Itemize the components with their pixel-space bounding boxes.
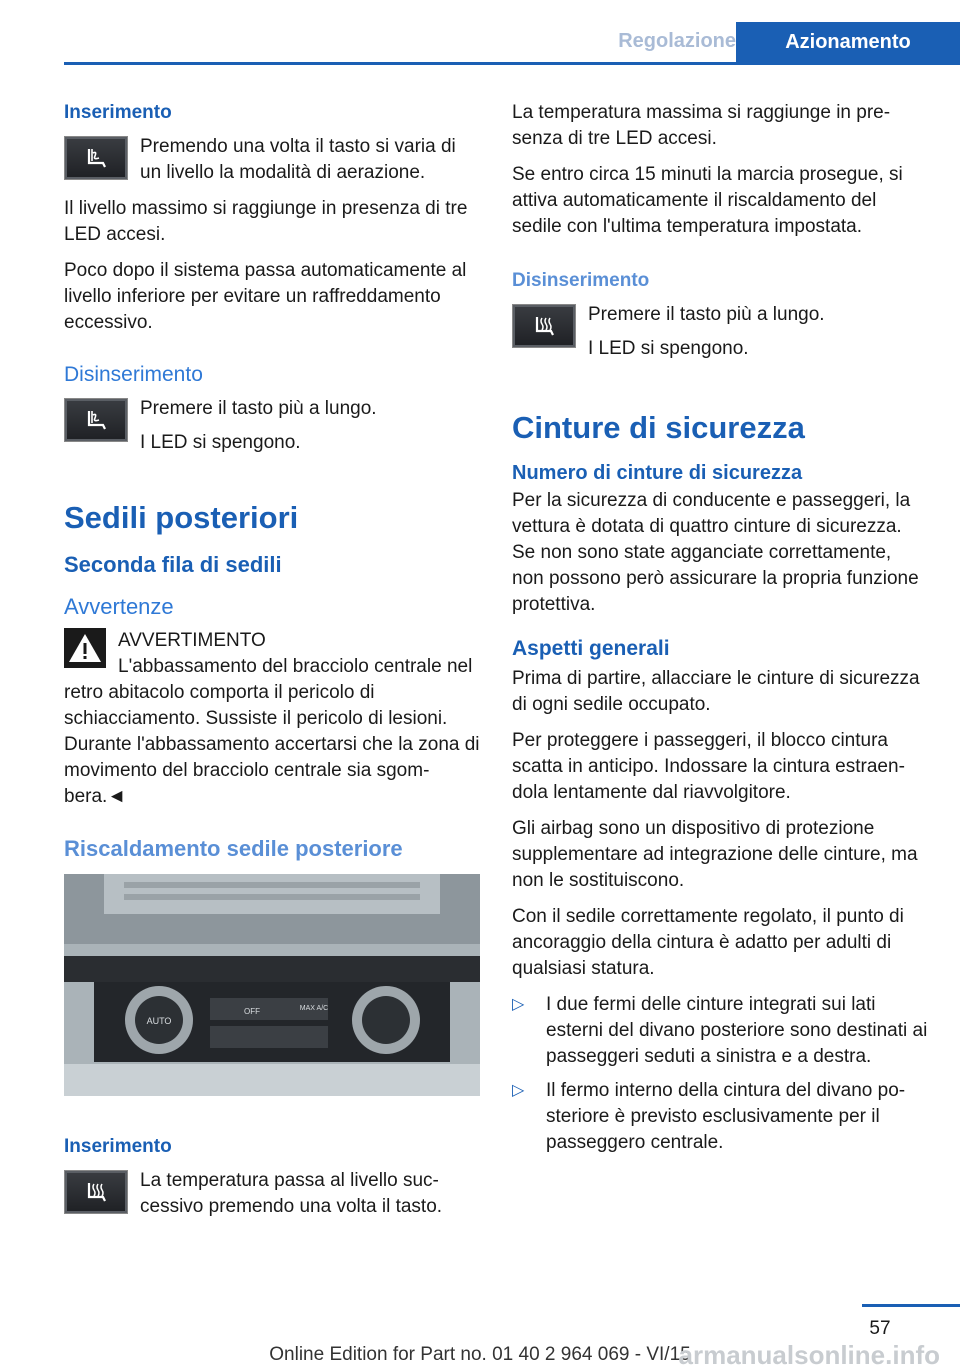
seat-ventilation-icon xyxy=(81,407,111,433)
inserimento-icon-row xyxy=(64,134,482,196)
heading-sedili-posteriori: Sedili posteriori xyxy=(64,500,299,535)
watermark: armanualsonline.info xyxy=(678,1340,940,1370)
disinserimento-line2: I LED si spengono. xyxy=(140,432,301,453)
right-disinserimento-line2: I LED si spengono. xyxy=(588,338,749,359)
heading-seconda-fila: Seconda fila di sedili xyxy=(64,552,282,577)
header-tab-azionamento[interactable]: Azionamento xyxy=(736,22,960,62)
disinserimento-icon-row xyxy=(64,396,482,466)
right-p1: La temperatura massima si raggiunge in presenza di tre LED accesi. xyxy=(512,102,891,149)
list-item xyxy=(512,1078,928,1156)
edition-text: Online Edition for Part no. 01 40 2 964 069 - VI/15 xyxy=(269,1344,691,1365)
warning-text: L'abbassamento del bracciolo centrale nel retro abitacolo comporta il pericolo di schiacciamento. Sussiste il pericolo di lesioni. Durante l'abbassamento accertarsi che la zona di movimento del bracciolo centrale sia sgombera.◄ xyxy=(64,656,480,807)
aspetti-p4: Con il sedile correttamente regolato, il punto di ancoraggio della cintura è adatto per adulti di qualsiasi statura. xyxy=(512,906,904,979)
warning-title: AVVERTIMENTO xyxy=(118,630,266,651)
page-number: 57 xyxy=(869,1318,891,1339)
heading-cinture: Cinture di sicurezza xyxy=(512,410,805,445)
left-column xyxy=(64,100,482,1230)
page-header xyxy=(64,0,960,65)
seat-heating-icon xyxy=(81,1179,111,1205)
warning-triangle-icon xyxy=(64,628,106,668)
inserimento-icon-text: Premendo una volta il tasto si varia di un livello la modalità di aerazione. xyxy=(140,136,456,183)
rear-climate-panel-illustration xyxy=(64,874,480,1096)
right-column xyxy=(512,100,928,1164)
off-label: OFF xyxy=(244,1007,260,1016)
seat-ventilation-button-icon-2 xyxy=(64,398,128,442)
inserimento-p1: Il livello massimo si raggiunge in presenza di tre LED accesi. xyxy=(64,198,468,245)
max-ac-label: MAX A/C xyxy=(299,1005,329,1012)
heading-numero-cinture: Numero di cinture di sicurezza xyxy=(512,462,803,484)
aspetti-p3: Gli airbag sono un dispositivo di protezione supplementare ad integrazione delle cinture, ma non le sostituiscono. xyxy=(512,818,918,891)
aspetti-p1: Prima di partire, allacciare le cinture di sicurezza di ogni sedile occupato. xyxy=(512,668,920,715)
numero-text: Per la sicurezza di conducente e passeggeri, la vettura è dotata di quattro cinture di sicurezza. Se non sono state agganciate correttamente, non possono però assicurare la propria funzione protettiva. xyxy=(512,490,919,615)
seat-heating-icon xyxy=(529,313,559,339)
rear-climate-panel-photo xyxy=(64,874,480,1096)
right-disinserimento-title: Disinserimento xyxy=(512,270,650,291)
inserimento-p2: Poco dopo il sistema passa automaticamente al livello inferiore per evitare un raffreddamento eccessivo. xyxy=(64,260,467,333)
aspetti-p2: Per proteggere i passeggeri, il blocco cintura scatta in anticipo. Indossare la cintura estraendola lentamente dal riavvolgitore. xyxy=(512,730,905,803)
auto-label: AUTO xyxy=(146,1016,172,1026)
seat-ventilation-icon xyxy=(81,145,111,171)
seat-ventilation-button-icon xyxy=(64,136,128,180)
header-tab-regolazione[interactable]: Regolazione xyxy=(618,30,736,52)
right-disinserimento-row xyxy=(512,302,928,372)
inserimento-2-text: La temperatura passa al livello successivo premendo una volta il tasto. xyxy=(140,1170,443,1217)
seat-heating-button-icon-2 xyxy=(512,304,576,348)
disinserimento-line1: Premere il tasto più a lungo. xyxy=(140,398,377,419)
bullet-triangle-icon: ▷ xyxy=(512,1082,525,1099)
footer-rule xyxy=(862,1304,960,1307)
section-inserimento-2-title: Inserimento xyxy=(64,1136,172,1157)
section-disinserimento-title: Disinserimento xyxy=(64,363,203,386)
bullet-text-1: I due fermi delle cinture integrati sui lati esterni del divano posteriore sono destinati ai passeggeri seduti a sinistra e a destra. xyxy=(546,994,928,1067)
heading-avvertenze: Avvertenze xyxy=(64,594,174,619)
inserimento-2-icon-row xyxy=(64,1168,482,1230)
right-disinserimento-line1: Premere il tasto più a lungo. xyxy=(588,304,825,325)
heading-aspetti-generali: Aspetti generali xyxy=(512,637,670,660)
list-item xyxy=(512,992,928,1070)
bullet-triangle-icon: ▷ xyxy=(512,996,525,1013)
seat-heating-button-icon xyxy=(64,1170,128,1214)
bullet-text-2: Il fermo interno della cintura del divano posteriore è previsto esclusivamente per il passeggero centrale. xyxy=(546,1080,906,1153)
right-p2: Se entro circa 15 minuti la marcia prosegue, si attiva automaticamente il riscaldamento del sedile con l'ultima temperatura impostata. xyxy=(512,164,903,237)
heading-riscaldamento: Riscaldamento sedile posteriore xyxy=(64,836,403,861)
section-inserimento-title: Inserimento xyxy=(64,102,172,123)
